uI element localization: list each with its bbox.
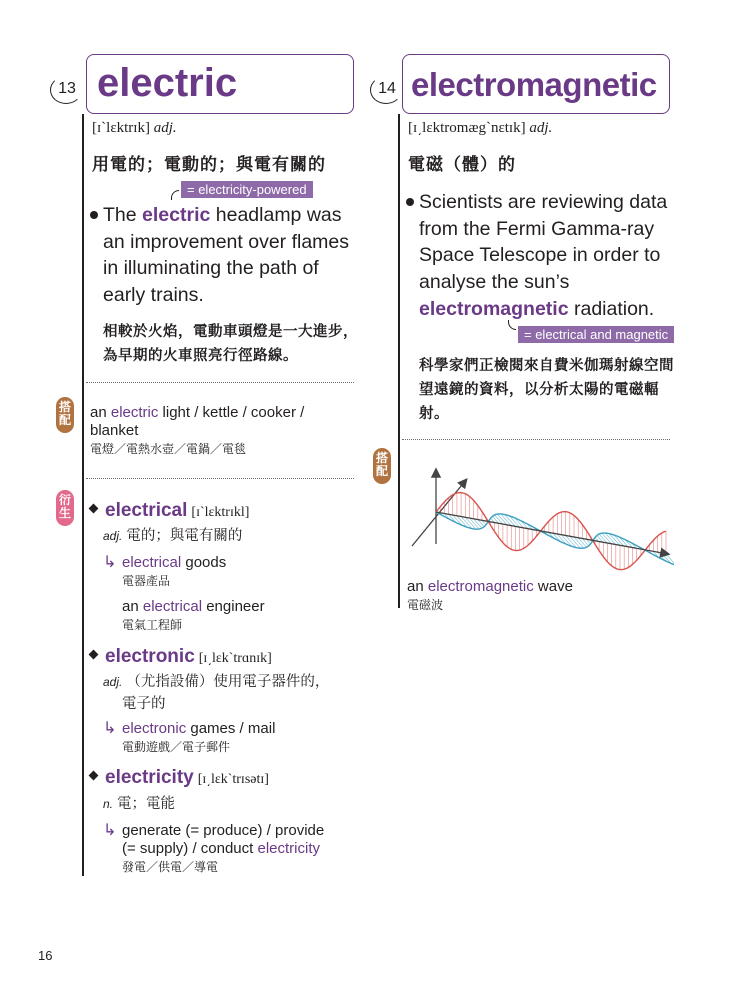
example-phrase: generate (= produce) / provide (= supply) / conduct electricity 發電／供電／導電: [122, 822, 325, 874]
pronunciation: [ɪˋlɛktrɪk] adj.: [92, 120, 177, 136]
pronunciation: [ɪˋlɛktrɪkl]: [191, 505, 250, 520]
divider: [86, 382, 354, 383]
derivative-tag: 衍生: [56, 490, 74, 526]
diamond-bullet: [89, 771, 99, 781]
arrow-icon: ↳: [103, 554, 117, 571]
bullet: [406, 198, 414, 206]
meaning-cn: 用電的；電動的；與電有關的: [92, 155, 326, 174]
translation-cn: 相較於火焰，電動車頭燈是一大進步，為早期的火車照亮行徑路線。: [103, 324, 358, 364]
derivative-electricity: electricity [ɪ͵lɛkˋtrɪsətɪ]: [90, 767, 269, 789]
arrow-icon: ↳: [103, 720, 117, 737]
headword-box-electric: [86, 54, 354, 114]
column-rule-right: [398, 114, 400, 608]
column-rule-left: [82, 114, 84, 876]
pronunciation: [ɪ͵lɛktromægˋnɛtɪk] adj.: [408, 120, 553, 136]
part-of-speech: adj.: [529, 120, 553, 136]
diamond-bullet: [89, 504, 99, 514]
collocation-cn: 電磁波: [407, 598, 444, 612]
keyword: electromagnetic: [419, 297, 569, 320]
synonym-gloss: = electricity-powered: [181, 181, 313, 198]
pronunciation: [ɪ͵lɛkˋtrɑnɪk]: [198, 651, 272, 666]
synonym-gloss: = electrical and magnetic: [518, 326, 674, 343]
headword-box-electromagnetic: [402, 54, 670, 114]
electromagnetic-wave-diagram: [404, 466, 674, 576]
headword: electric: [97, 61, 238, 105]
keyword: electromagnetic: [427, 578, 534, 595]
collocation-tag: 搭配: [373, 448, 391, 484]
derivative-meaning: n. 電；電能: [103, 796, 176, 812]
keyword: electric: [142, 204, 211, 226]
page-number: 16: [38, 948, 53, 963]
example-phrase: an electrical engineer 電氣工程師: [122, 598, 265, 632]
part-of-speech: adj.: [153, 120, 177, 136]
derivative-meaning: adj. 電的；與電有關的: [103, 528, 243, 544]
diamond-bullet: [89, 650, 99, 660]
keyword: electric: [110, 404, 159, 421]
entry-number-14: 14: [370, 74, 404, 104]
electric-field-wave: [436, 493, 666, 570]
derivative-meaning-cont: 電子的: [122, 696, 166, 712]
divider: [402, 439, 670, 440]
collocation: an electric light / kettle / cooker / blanket 電燈／電熱水壺／電鍋／電毯: [90, 404, 340, 458]
meaning-cn: 電磁（體）的: [408, 155, 516, 174]
example-phrase: electronic games / mail 電動遊戲／電子郵件: [122, 720, 276, 754]
example-sentence: Scientists are reviewing data from the Fermi Gamma-ray Space Telescope in order to analyse the sun’s electromagnetic radiation.: [419, 189, 679, 323]
derivative-meaning: adj. （尤指設備）使用電子器件的，: [103, 674, 330, 690]
collocation: an electromagnetic wave 電磁波: [407, 578, 667, 614]
collocation-tag: 搭配: [56, 397, 74, 433]
example-phrase: electrical goods 電器產品: [122, 554, 227, 588]
arrow-icon: ↳: [103, 822, 117, 839]
pronunciation: [ɪ͵lɛkˋtrɪsətɪ]: [197, 772, 269, 787]
divider: [86, 478, 354, 479]
bullet: [90, 211, 98, 219]
gloss-hook: [171, 190, 179, 200]
gloss-hook: [508, 320, 516, 330]
example-sentence: The electric headlamp was an improvement over flames in illuminating the path of early trains.: [103, 202, 353, 309]
entry-number-13: 13: [50, 74, 84, 104]
headword: electromagnetic: [411, 66, 657, 103]
collocation-cn: 電燈／電熱水壺／電鍋／電毯: [90, 442, 247, 456]
derivative-electrical: electrical [ɪˋlɛktrɪkl]: [90, 500, 249, 522]
derivative-electronic: electronic [ɪ͵lɛkˋtrɑnɪk]: [90, 646, 272, 668]
translation-cn: 科學家們正檢閱來自費米伽瑪射線空間望遠鏡的資料，以分析太陽的電磁輻射。: [419, 358, 674, 422]
